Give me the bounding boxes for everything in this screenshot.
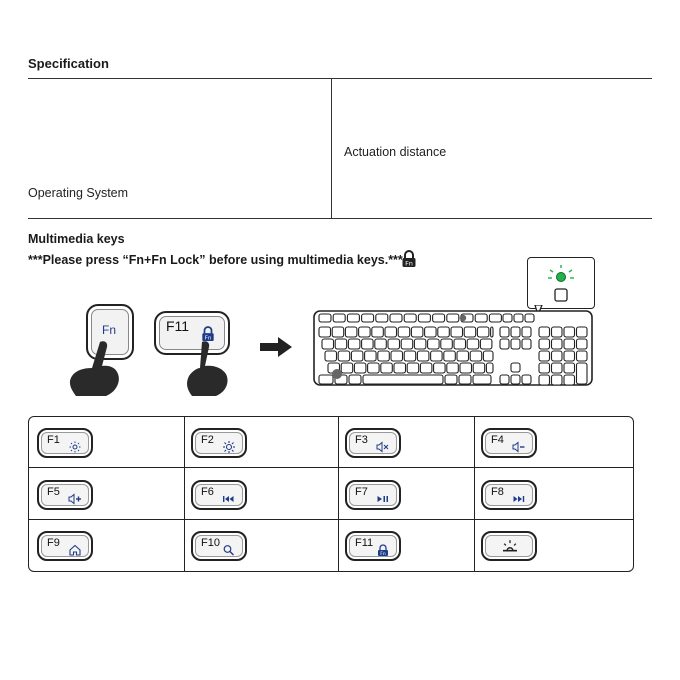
keyboard-key — [354, 363, 366, 373]
keyboard-key — [376, 314, 388, 322]
keyboard-key — [486, 363, 493, 373]
keyboard-key — [552, 375, 563, 385]
svg-text:Fn: Fn — [204, 335, 212, 342]
keyboard-key — [511, 375, 520, 384]
keyboard-key — [322, 339, 334, 349]
keyboard-key — [480, 339, 492, 349]
keyboard-key — [577, 351, 588, 361]
keyboard-key — [388, 339, 400, 349]
keyboard-key — [319, 375, 333, 384]
keyboard-key — [325, 351, 337, 361]
keyboard-key — [457, 351, 469, 361]
function-key-label: F8 — [491, 486, 504, 498]
keyboard-key — [338, 351, 350, 361]
function-key-label: F6 — [201, 486, 214, 498]
function-key-label: F4 — [491, 434, 504, 446]
keyboard-key — [319, 314, 331, 322]
function-key-f8 — [481, 480, 537, 510]
keyboard-key — [514, 314, 523, 322]
keyboard-key — [552, 351, 563, 361]
function-key-f4 — [481, 428, 537, 458]
keyboard-key — [564, 339, 575, 349]
keyboard-key — [404, 314, 416, 322]
function-key-label: F10 — [201, 537, 220, 549]
keyboard-key — [491, 327, 493, 337]
keyboard-key — [522, 339, 531, 349]
keyboard-key — [500, 375, 509, 384]
keyboard-key — [363, 375, 443, 384]
keyboard-key — [539, 339, 550, 349]
home-icon — [68, 544, 82, 556]
fn-lock-icon — [376, 544, 390, 556]
arrow-right-icon — [258, 336, 294, 358]
previous-track-icon — [222, 493, 236, 505]
keyboard-illustration — [313, 310, 593, 386]
function-key-label: F1 — [47, 434, 60, 446]
keyboard-key — [552, 363, 563, 373]
multimedia-note: ***Please press “Fn+Fn Lock” before using multimedia keys.*** — [28, 253, 403, 267]
keyboard-key — [362, 314, 374, 322]
keyboard-key — [564, 351, 575, 361]
keyboard-key — [411, 327, 423, 337]
function-key-label: F5 — [47, 486, 60, 498]
keyboard-key — [341, 363, 353, 373]
keyboard-key — [391, 351, 403, 361]
svg-text:Fn: Fn — [405, 259, 413, 268]
function-keys-table — [28, 416, 634, 572]
keyboard-key — [444, 351, 456, 361]
keyboard-key — [467, 339, 479, 349]
keyboard-key — [522, 375, 531, 384]
svg-text:Fn: Fn — [380, 552, 386, 556]
backlight-icon — [500, 539, 520, 553]
pointing-hand-icon — [186, 340, 246, 398]
volume-down-icon — [512, 441, 526, 453]
keyboard-key — [428, 339, 440, 349]
function-key-f6 — [191, 480, 247, 510]
next-track-icon — [512, 493, 526, 505]
keyboard-key — [390, 314, 402, 322]
keyboard-key — [451, 327, 463, 337]
keyboard-key — [525, 314, 534, 322]
keyboard-key — [359, 327, 371, 337]
keyboard-key — [447, 314, 459, 322]
keyboard-key — [522, 327, 531, 337]
function-key-f2 — [191, 428, 247, 458]
spec-bottom-rule — [28, 218, 652, 219]
keyboard-key — [434, 363, 446, 373]
keyboard-key — [368, 363, 380, 373]
keyboard-key — [539, 351, 550, 361]
keyboard-key — [511, 327, 520, 337]
keyboard-key — [489, 314, 501, 322]
function-key-label: F2 — [201, 434, 214, 446]
keyboard-key — [564, 363, 575, 373]
function-key-f7 — [345, 480, 401, 510]
keyboard-key — [564, 327, 575, 337]
keyboard-key — [378, 351, 390, 361]
keyboard-key — [425, 327, 437, 337]
keyboard-key — [398, 327, 410, 337]
fn-key-marker — [332, 369, 342, 379]
fn-lock-icon — [401, 250, 417, 268]
keyboard-key — [401, 339, 413, 349]
f11-key-label: F11 — [166, 318, 190, 334]
keyboard-key — [539, 363, 550, 373]
keyboard-key — [483, 351, 493, 361]
function-key-label: F11 — [355, 537, 374, 549]
keyboard-key — [418, 314, 430, 322]
function-key-f3 — [345, 428, 401, 458]
keyboard-key — [349, 375, 361, 384]
keyboard-key — [441, 339, 453, 349]
search-icon — [222, 544, 236, 556]
keyboard-key — [385, 327, 397, 337]
keyboard-key — [577, 339, 588, 349]
keyboard-key — [445, 375, 457, 384]
keyboard-key — [319, 327, 331, 337]
keyboard-key — [552, 327, 563, 337]
keyboard-key — [420, 363, 432, 373]
brightness-up-icon — [222, 441, 236, 453]
keyboard-key — [511, 363, 520, 372]
keyboard-key — [375, 339, 387, 349]
keyboard-key — [539, 327, 550, 337]
keyboard-key — [431, 351, 443, 361]
fn-key-marker — [460, 315, 466, 321]
keyboard-key — [433, 314, 445, 322]
fn-key-label: Fn — [102, 323, 117, 337]
function-key-label: F3 — [355, 434, 368, 446]
brightness-down-icon — [68, 441, 82, 453]
keyboard-key — [335, 339, 347, 349]
keyboard-key — [365, 351, 377, 361]
function-key-label: F7 — [355, 486, 368, 498]
function-key-f9 — [37, 531, 93, 561]
keyboard-key — [577, 327, 588, 337]
keyboard-key — [381, 363, 393, 373]
specification-heading: Specification — [28, 56, 109, 71]
keyboard-key — [407, 363, 419, 373]
keyboard-key — [460, 363, 472, 373]
keyboard-key — [438, 327, 450, 337]
keyboard-key — [470, 351, 482, 361]
play-pause-icon — [376, 493, 390, 505]
keyboard-key — [362, 339, 374, 349]
led-indicator-callout — [527, 257, 595, 309]
keyboard-key — [539, 375, 550, 385]
keyboard-key — [473, 363, 485, 373]
keyboard-key — [475, 314, 487, 322]
led-light — [557, 273, 566, 282]
keyboard-key — [345, 327, 357, 337]
keyboard-key — [464, 327, 476, 337]
keyboard-key — [394, 363, 406, 373]
keyboard-key — [511, 339, 520, 349]
function-key-f1 — [37, 428, 93, 458]
function-key-label: F9 — [47, 537, 60, 549]
keyboard-key — [564, 375, 575, 385]
keyboard-key — [372, 327, 384, 337]
keyboard-key — [454, 339, 466, 349]
mute-icon — [376, 441, 390, 453]
keyboard-key — [477, 327, 489, 337]
multimedia-heading: Multimedia keys — [28, 232, 125, 246]
pointing-hand-icon — [66, 338, 126, 398]
keyboard-key — [500, 327, 509, 337]
keyboard-key — [500, 339, 509, 349]
keyboard-key — [577, 363, 588, 384]
keyboard-key — [552, 339, 563, 349]
keyboard-key — [503, 314, 512, 322]
spec-column-divider — [331, 78, 332, 219]
keyboard-key — [414, 339, 426, 349]
function-key-backlight — [481, 531, 537, 561]
keyboard-key — [459, 375, 471, 384]
keyboard-key — [417, 351, 429, 361]
function-key-f11 — [345, 531, 401, 561]
volume-up-icon — [68, 493, 82, 505]
keyboard-key — [473, 375, 491, 384]
keyboard-key — [333, 314, 345, 322]
keyboard-key — [332, 327, 344, 337]
keyboard-key — [404, 351, 416, 361]
keyboard-key — [348, 339, 360, 349]
keyboard-key — [447, 363, 459, 373]
spec-operating-system: Operating System — [28, 186, 129, 200]
spec-actuation-distance: Actuation distance — [344, 145, 447, 159]
function-key-f5 — [37, 480, 93, 510]
spec-top-rule — [28, 78, 652, 79]
keyboard-key — [347, 314, 359, 322]
function-key-f10 — [191, 531, 247, 561]
keyboard-key — [351, 351, 363, 361]
